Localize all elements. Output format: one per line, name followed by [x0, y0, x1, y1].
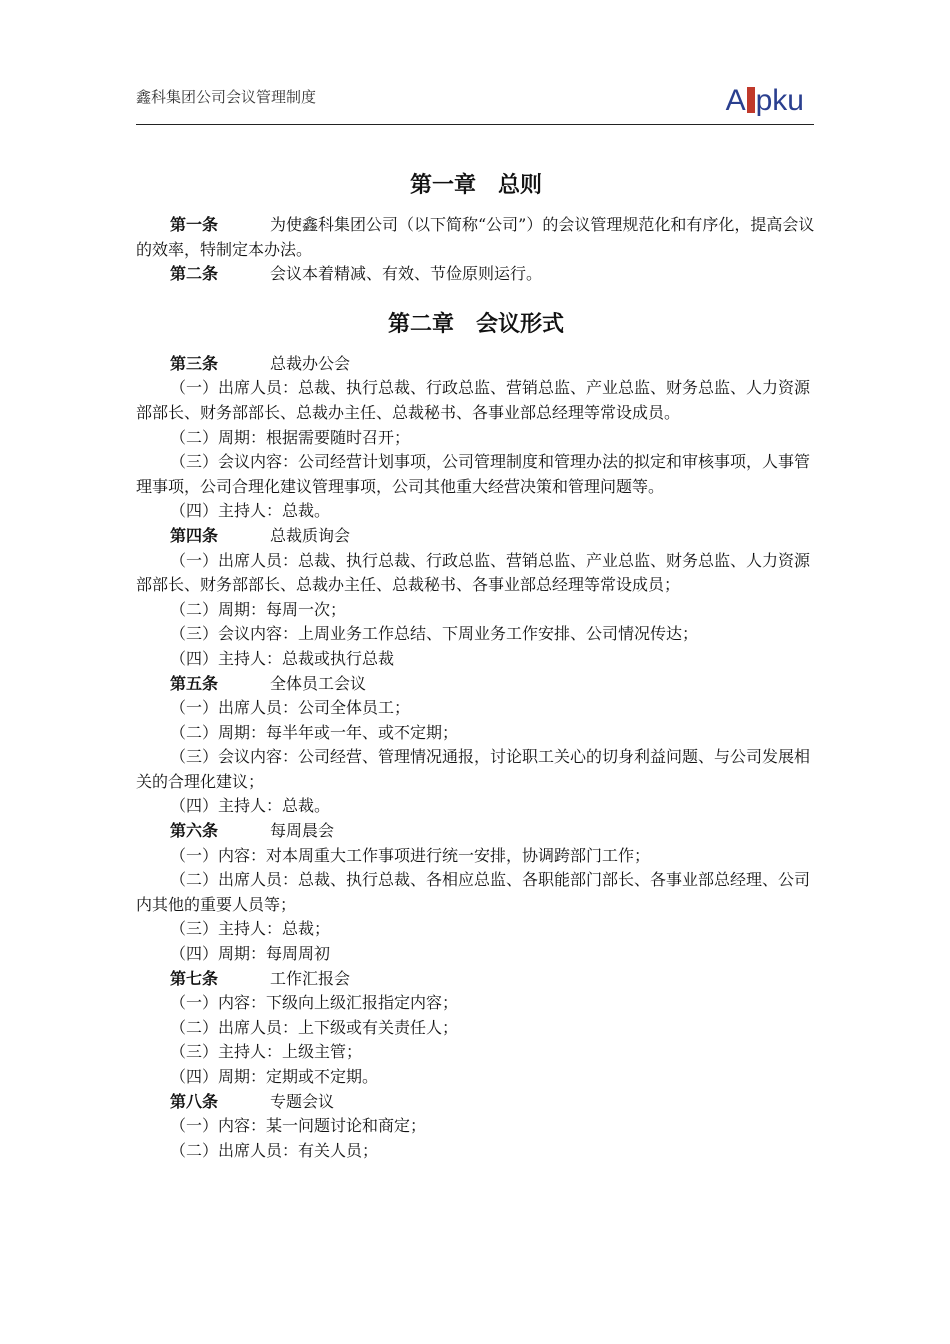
article-item: （一）内容：下级向上级汇报指定内容；	[170, 993, 459, 1013]
article-item: （二）周期：每周一次；	[170, 599, 347, 619]
article-item: （一）出席人员：公司全体员工；	[170, 698, 411, 718]
article	[136, 213, 816, 262]
article-item: （三）主持人：总裁；	[170, 919, 331, 939]
article	[136, 819, 816, 844]
article-label: 第四条	[170, 525, 219, 545]
article-label: 第八条	[170, 1091, 219, 1111]
article-label: 第七条	[170, 968, 219, 988]
article-item: （三）主持人：上级主管；	[170, 1042, 363, 1062]
article-label: 第五条	[170, 673, 219, 693]
article-item: （四）主持人：总裁或执行总裁	[170, 648, 395, 668]
article-text: 专题会议	[270, 1091, 335, 1111]
document-title: 鑫科集团公司会议管理制度	[136, 88, 317, 106]
article-text: 工作汇报会	[270, 968, 351, 988]
logo-text-left: A	[725, 84, 746, 117]
article-item: （三）会议内容：公司经营、管理情况通报，讨论职工关心的切身利益问题、与公司发展相关的合理化建议；	[136, 747, 811, 791]
article-item: （四）主持人：总裁。	[170, 501, 331, 521]
article	[136, 1090, 816, 1115]
article	[136, 262, 816, 287]
page-header	[136, 80, 814, 125]
article-text: 会议本着精减、有效、节俭原则运行。	[270, 264, 543, 284]
article-label: 第二条	[170, 264, 219, 284]
article-text: 每周晨会	[270, 821, 335, 841]
article	[136, 672, 816, 697]
chapter-1-articles	[136, 213, 816, 287]
article	[136, 524, 816, 549]
article-label: 第六条	[170, 821, 219, 841]
chapter-1-title: 第一章 总则	[409, 173, 542, 198]
article-item: （二）周期：每半年或一年、或不定期；	[170, 722, 459, 742]
article-text: 为使鑫科集团公司（以下简称“公司”）的会议管理规范化和有序化，提高会议的效率，特制定本办法。	[136, 215, 815, 259]
logo-text-right: pku	[755, 84, 804, 117]
article-item: （四）周期：定期或不定期。	[170, 1067, 379, 1086]
article-item: （一）内容：对本周重大工作事项进行统一安排，协调跨部门工作；	[170, 845, 651, 865]
article-item: （二）出席人员：总裁、执行总裁、各相应总监、各职能部门部长、各事业部总经理、公司内其他的重要人员等；	[136, 870, 811, 914]
chapter-2-title: 第二章 会议形式	[387, 311, 564, 337]
article-item: （一）出席人员：总裁、执行总裁、行政总监、营销总监、产业总监、财务总监、人力资源部部长、财务部部长、总裁办主任、总裁秘书、各事业部总经理等常设成员；	[136, 550, 811, 595]
article-text: 全体员工会议	[270, 673, 367, 693]
chapter-2-articles	[136, 352, 816, 1164]
article-item: （四）周期：每周周初	[170, 944, 331, 964]
article-item: （三）会议内容：上周业务工作总结、下周业务工作安排、公司情况传达；	[170, 624, 699, 644]
article-item: （一）内容：某一问题讨论和商定；	[170, 1116, 427, 1136]
article-item: （三）会议内容：公司经营计划事项，公司管理制度和管理办法的拟定和审核事项，人事管理事项，公司合理化建议管理事项，公司其他重大经营决策和管理问题等。	[136, 452, 811, 496]
article-item: （二）出席人员：上下级或有关责任人；	[170, 1017, 459, 1037]
article-item: （四）主持人：总裁。	[170, 796, 331, 816]
article	[136, 967, 816, 992]
article	[136, 352, 816, 377]
article-label: 第一条	[170, 215, 219, 234]
document-body	[136, 160, 816, 1163]
article-item: （二）周期：根据需要随时召开；	[170, 427, 411, 447]
article-label: 第三条	[170, 353, 219, 373]
alpku-logo	[726, 84, 804, 118]
article-item: （二）出席人员：有关人员；	[170, 1140, 379, 1160]
article-item: （一）出席人员：总裁、执行总裁、行政总监、营销总监、产业总监、财务总监、人力资源部部长、财务部部长、总裁办主任、总裁秘书、各事业部总经理等常设成员。	[136, 378, 811, 422]
article-text: 总裁办公会	[270, 353, 351, 373]
logo-bar-icon	[747, 87, 755, 113]
article-text: 总裁质询会	[270, 525, 351, 545]
